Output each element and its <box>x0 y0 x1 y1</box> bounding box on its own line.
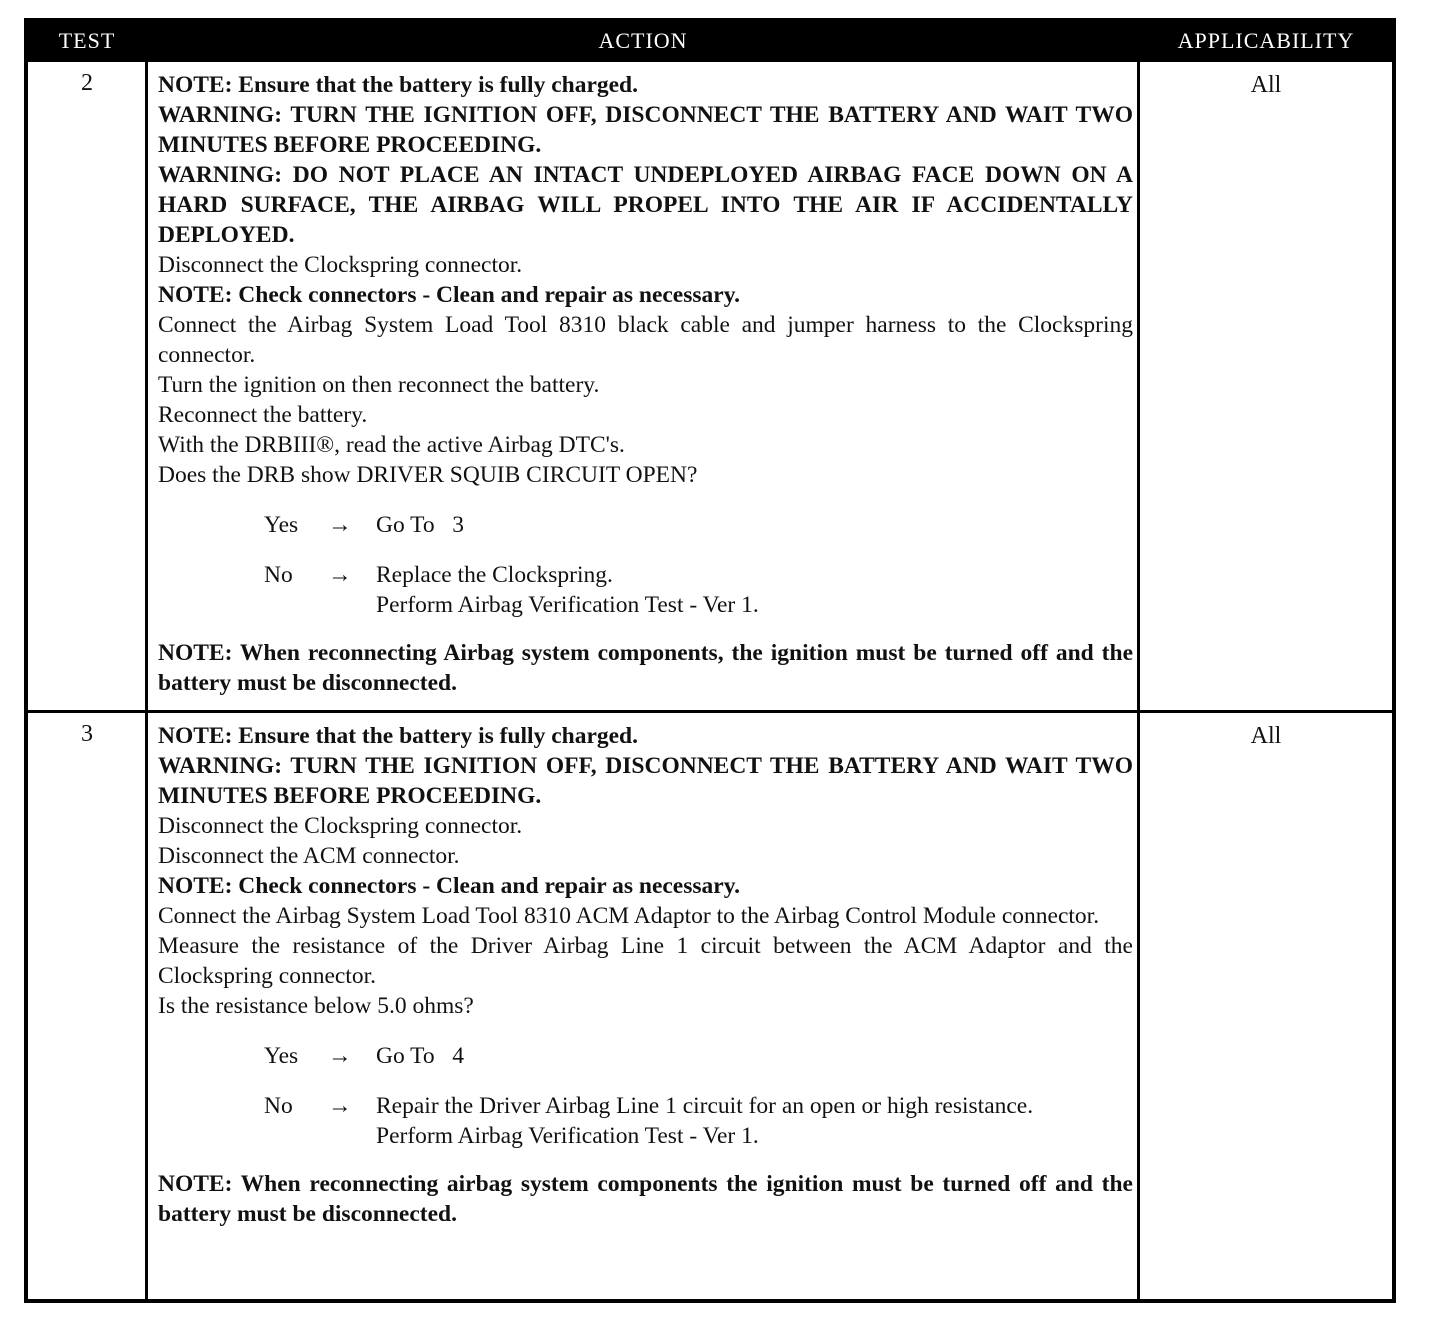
yes-result: Go To 4 <box>376 1043 465 1069</box>
applicability-value: All <box>1250 723 1282 749</box>
closing-note: NOTE: When reconnecting airbag system components the ignition must be turned off and the battery must be disconnected. <box>158 1171 1133 1227</box>
action-line: Does the DRB show DRIVER SQUIB CIRCUIT OPEN? <box>158 462 698 488</box>
yes-label: Yes <box>264 512 299 538</box>
action-line: NOTE: Check connectors - Clean and repair as necessary. <box>158 282 741 308</box>
action-line: With the DRBIII®, read the active Airbag DTC's. <box>158 432 625 458</box>
action-cell <box>158 70 1133 698</box>
no-result-line: Replace the Clockspring. <box>376 562 613 588</box>
header-action: ACTION <box>598 28 688 53</box>
action-line: Connect the Airbag System Load Tool 8310 ACM Adaptor to the Airbag Control Module connector. <box>158 903 1100 929</box>
no-label: No <box>264 562 293 588</box>
header-test: TEST <box>58 28 116 53</box>
arrow-icon: → <box>328 1093 352 1119</box>
header-applicability: APPLICABILITY <box>1177 28 1355 53</box>
arrow-icon: → <box>328 1043 352 1069</box>
table-row <box>28 713 1392 1299</box>
no-label: No <box>264 1093 293 1119</box>
no-result <box>376 560 1132 620</box>
table-row <box>28 62 1392 713</box>
applicability-value: All <box>1250 72 1282 98</box>
no-result-line: Perform Airbag Verification Test - Ver 1. <box>376 1123 759 1149</box>
action-line: WARNING: DO NOT PLACE AN INTACT UNDEPLOYED AIRBAG FACE DOWN ON A HARD SURFACE, THE AIRBAG WILL PROPEL INTO THE AIR IF ACCIDENTALLY DEPLOYED. <box>158 162 1133 248</box>
action-line: WARNING: TURN THE IGNITION OFF, DISCONNECT THE BATTERY AND WAIT TWO MINUTES BEFORE PROCEEDING. <box>158 102 1133 158</box>
action-line: NOTE: Ensure that the battery is fully charged. <box>158 723 639 749</box>
action-line: NOTE: Check connectors - Clean and repair as necessary. <box>158 873 741 899</box>
no-result <box>376 1091 1132 1151</box>
action-line: Disconnect the Clockspring connector. <box>158 813 523 839</box>
no-result-line: Perform Airbag Verification Test - Ver 1. <box>376 592 759 618</box>
table-header <box>28 22 1392 62</box>
action-line: Reconnect the battery. <box>158 402 368 428</box>
action-line: NOTE: Ensure that the battery is fully charged. <box>158 72 639 98</box>
no-result-line: Repair the Driver Airbag Line 1 circuit for an open or high resistance. <box>376 1093 1034 1119</box>
test-number: 2 <box>81 70 93 96</box>
action-cell <box>158 721 1133 1229</box>
yes-result: Go To 3 <box>376 512 465 538</box>
action-line: Is the resistance below 5.0 ohms? <box>158 993 474 1019</box>
closing-note: NOTE: When reconnecting Airbag system components, the ignition must be turned off and the battery must be disconnected. <box>158 640 1133 696</box>
arrow-icon: → <box>328 562 352 588</box>
action-line: Connect the Airbag System Load Tool 8310 black cable and jumper harness to the Clockspring connector. <box>158 312 1133 368</box>
no-branch <box>158 1091 1133 1151</box>
yes-branch <box>158 1041 1133 1071</box>
arrow-icon: → <box>328 512 352 538</box>
action-line: WARNING: TURN THE IGNITION OFF, DISCONNECT THE BATTERY AND WAIT TWO MINUTES BEFORE PROCEEDING. <box>158 753 1133 809</box>
yes-branch <box>158 510 1133 540</box>
no-branch <box>158 560 1133 620</box>
test-number: 3 <box>81 721 93 747</box>
action-line: Disconnect the ACM connector. <box>158 843 460 869</box>
yes-label: Yes <box>264 1043 299 1069</box>
action-line: Measure the resistance of the Driver Airbag Line 1 circuit between the ACM Adaptor and the Clockspring connector. <box>158 933 1133 989</box>
action-line: Disconnect the Clockspring connector. <box>158 252 523 278</box>
diagnostic-table <box>24 18 1396 1303</box>
action-line: Turn the ignition on then reconnect the battery. <box>158 372 600 398</box>
